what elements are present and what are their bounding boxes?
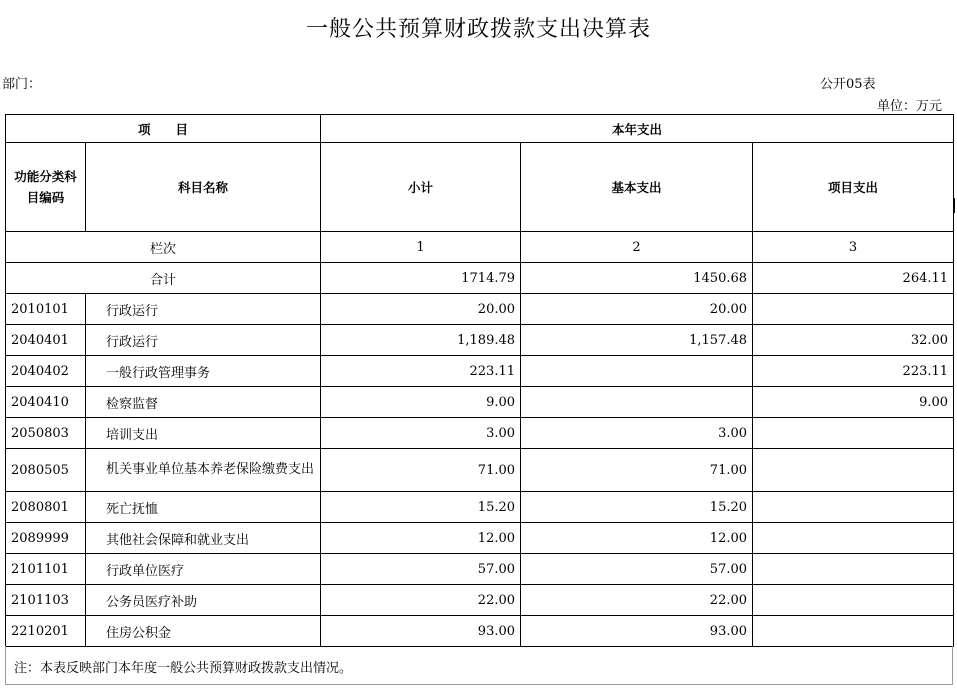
row-program <box>753 492 954 523</box>
row-code: 2210201 <box>6 616 86 647</box>
header-project: 项 目 <box>6 115 321 143</box>
form-number: 公开05表 <box>820 77 876 92</box>
row-subtotal: 20.00 <box>321 294 521 325</box>
row-code: 2080505 <box>6 449 86 492</box>
row-subject-name: 检察监督 <box>86 387 321 418</box>
row-code: 2101103 <box>6 585 86 616</box>
header-basic-expenditure: 基本支出 <box>521 143 753 232</box>
row-program <box>753 523 954 554</box>
row-basic: 15.20 <box>521 492 753 523</box>
table-row <box>6 492 954 523</box>
row-subtotal: 223.11 <box>321 356 521 387</box>
row-code: 2010101 <box>6 294 86 325</box>
header-program-expenditure: 项目支出 <box>753 143 954 232</box>
row-subject-name: 死亡抚恤 <box>86 492 321 523</box>
row-basic: 22.00 <box>521 585 753 616</box>
row-subject-name: 培训支出 <box>86 418 321 449</box>
note-text: 注：本表反映部门本年度一般公共预算财政拨款支出情况。 <box>14 661 353 676</box>
header-subtotal: 小计 <box>321 143 521 232</box>
row-subject-name: 行政运行 <box>86 325 321 356</box>
row-program <box>753 616 954 647</box>
row-subtotal: 22.00 <box>321 585 521 616</box>
row-basic: 1,157.48 <box>521 325 753 356</box>
table-row <box>6 418 954 449</box>
row-subject-name: 行政单位医疗 <box>86 554 321 585</box>
row-subject-name: 行政运行 <box>86 294 321 325</box>
row-program: 9.00 <box>753 387 954 418</box>
table-row <box>6 523 954 554</box>
expenditure-table <box>5 114 954 647</box>
header-subject-name: 科目名称 <box>86 143 321 232</box>
row-code: 2040401 <box>6 325 86 356</box>
row-subtotal: 57.00 <box>321 554 521 585</box>
row-basic: 57.00 <box>521 554 753 585</box>
table-row <box>6 387 954 418</box>
row-basic: 12.00 <box>521 523 753 554</box>
table-row <box>6 356 954 387</box>
total-label: 合计 <box>6 263 321 294</box>
row-basic <box>521 387 753 418</box>
table-row <box>6 294 954 325</box>
index-col-3: 3 <box>753 232 954 263</box>
row-program <box>753 554 954 585</box>
row-code: 2089999 <box>6 523 86 554</box>
row-code: 2050803 <box>6 418 86 449</box>
index-col-1: 1 <box>321 232 521 263</box>
row-code: 2101101 <box>6 554 86 585</box>
row-basic: 20.00 <box>521 294 753 325</box>
row-subtotal: 12.00 <box>321 523 521 554</box>
row-program <box>753 418 954 449</box>
table-row <box>6 449 954 492</box>
row-code: 2080801 <box>6 492 86 523</box>
total-subtotal: 1714.79 <box>321 263 521 294</box>
table-row <box>6 616 954 647</box>
index-label: 栏次 <box>6 232 321 263</box>
row-basic: 71.00 <box>521 449 753 492</box>
row-subtotal: 15.20 <box>321 492 521 523</box>
row-subtotal: 71.00 <box>321 449 521 492</box>
total-basic: 1450.68 <box>521 263 753 294</box>
unit-label: 单位：万元 <box>877 99 943 114</box>
row-program <box>753 585 954 616</box>
row-subject-name: 其他社会保障和就业支出 <box>86 523 321 554</box>
row-basic: 3.00 <box>521 418 753 449</box>
total-program: 264.11 <box>753 263 954 294</box>
table-row <box>6 325 954 356</box>
row-program: 32.00 <box>753 325 954 356</box>
row-basic: 93.00 <box>521 616 753 647</box>
department-label: 部门： <box>2 77 42 92</box>
table-row <box>6 585 954 616</box>
index-row <box>6 232 954 263</box>
header-annual-expenditure: 本年支出 <box>321 115 954 143</box>
index-col-2: 2 <box>521 232 753 263</box>
table-note <box>5 646 953 685</box>
header-function-code: 功能分类科目编码 <box>6 143 86 232</box>
total-row <box>6 263 954 294</box>
row-subject-name: 公务员医疗补助 <box>86 585 321 616</box>
row-program <box>753 449 954 492</box>
row-program <box>753 294 954 325</box>
row-subject-name: 机关事业单位基本养老保险缴费支出 <box>86 449 321 492</box>
row-subtotal: 9.00 <box>321 387 521 418</box>
row-subject-name: 一般行政管理事务 <box>86 356 321 387</box>
row-subtotal: 3.00 <box>321 418 521 449</box>
table-row <box>6 554 954 585</box>
header-row-1 <box>6 115 954 143</box>
row-subtotal: 1,189.48 <box>321 325 521 356</box>
header-row-2 <box>6 143 954 232</box>
row-subject-name: 住房公积金 <box>86 616 321 647</box>
row-subtotal: 93.00 <box>321 616 521 647</box>
row-code: 2040410 <box>6 387 86 418</box>
row-basic <box>521 356 753 387</box>
row-program: 223.11 <box>753 356 954 387</box>
page-title: 一般公共预算财政拨款支出决算表 <box>305 17 651 42</box>
row-code: 2040402 <box>6 356 86 387</box>
